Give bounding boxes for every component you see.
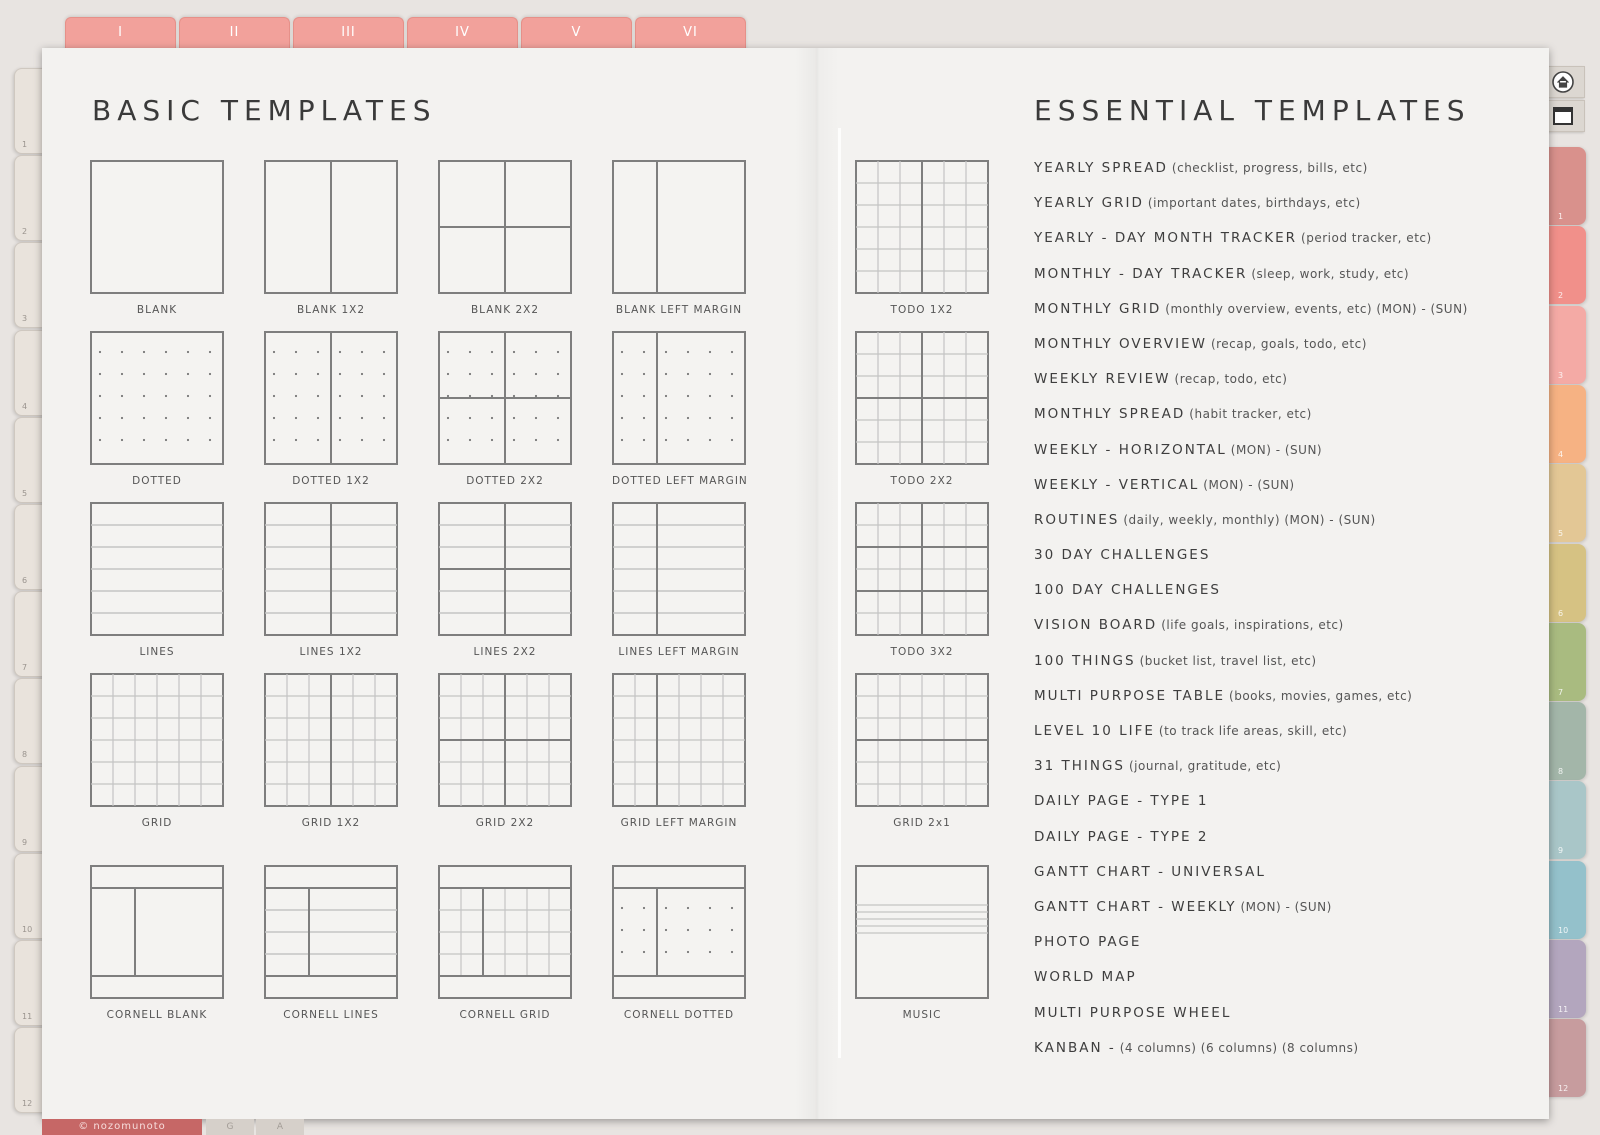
essential-item[interactable] [1034,931,1468,966]
template-label: CORNELL DOTTED [623,1009,735,1021]
template-thumbnail [90,865,224,999]
top-tab-5[interactable]: V [521,17,632,52]
left-tab-label: 7 [22,663,28,673]
template-thumbnail [90,160,224,294]
template-thumbnail [438,502,572,636]
right-tab-label: 9 [1558,846,1564,856]
template-thumbnail [612,331,746,465]
essential-item[interactable] [1034,720,1468,755]
template-blank-2x2[interactable] [438,160,572,316]
left-tab-label: 12 [22,1099,33,1109]
essential-item-detail: (period tracker, etc) [1301,231,1432,246]
right-tab-label: 10 [1558,925,1569,935]
right-tab-label: 5 [1558,529,1564,539]
template-label: CORNELL LINES [283,1009,379,1021]
essential-item-name: 30 DAY CHALLENGES [1034,547,1211,564]
brand-footer: © nozomunoto [42,1119,202,1135]
template-label: DOTTED 2X2 [466,475,544,487]
template-label: GRID 2X2 [475,817,535,829]
essential-item-detail: (books, movies, games, etc) [1229,688,1413,703]
template-thumbnail [264,865,398,999]
essential-item-detail: (MON) - (SUN) [1203,477,1295,492]
template-label: DOTTED LEFT MARGIN [612,475,748,487]
essential-item-name: YEARLY - DAY MONTH TRACKER [1034,230,1298,247]
essential-item-detail: (monthly overview, events, etc) (MON) - (SUN) [1165,301,1468,316]
left-tab-label: 4 [22,401,28,411]
template-dotted-2x2[interactable] [438,331,572,487]
template-label: DOTTED 1X2 [292,475,370,487]
essential-item-name: KANBAN - [1034,1039,1116,1056]
essential-item[interactable] [1034,1002,1468,1037]
template-thumbnail [855,673,989,807]
left-tab-label: 10 [22,924,33,934]
right-tab-label: 11 [1558,1005,1569,1014]
essential-item-detail: (journal, gratitude, etc) [1128,759,1282,774]
essential-item[interactable] [1034,333,1468,368]
essential-item-name: 100 THINGS [1034,652,1136,669]
essential-item[interactable] [1034,439,1468,474]
template-thumbnail [612,160,746,294]
template-label: GRID LEFT MARGIN [620,817,738,829]
essential-item[interactable] [1034,544,1468,579]
essential-item[interactable] [1034,896,1468,931]
essential-item-detail: (sleep, work, study, etc) [1251,266,1410,281]
template-dotted-1x2[interactable] [264,331,398,487]
template-cornell-grid[interactable] [438,865,572,1021]
template-label: DOTTED [132,475,182,487]
essential-item[interactable] [1034,263,1468,298]
left-tab-label: 2 [22,227,28,237]
template-label: BLANK LEFT MARGIN [615,304,743,316]
essential-item-name: 100 DAY CHALLENGES [1034,582,1221,599]
essential-item-name: GANTT CHART - WEEKLY [1034,898,1237,915]
template-label: GRID [141,817,173,829]
template-label: CORNELL BLANK [106,1009,208,1021]
planner-page [42,48,1549,1119]
essential-item-detail: (recap, todo, etc) [1174,372,1288,387]
essential-item-name: WEEKLY REVIEW [1034,371,1171,388]
essential-item-name: WEEKLY - HORIZONTAL [1034,441,1227,458]
template-label: TODO 3X2 [890,646,954,658]
template-label: LINES LEFT MARGIN [618,646,740,658]
template-label: MUSIC [902,1009,942,1021]
right-tab-label: 8 [1558,767,1564,777]
template-label: BLANK 1X2 [296,304,366,316]
template-label: BLANK 2X2 [470,304,540,316]
template-label: GRID 2x1 [893,817,951,829]
template-thumbnail [612,865,746,999]
template-lines[interactable] [90,502,224,658]
essential-item-name: DAILY PAGE - TYPE 1 [1034,793,1209,810]
template-dotted-left-margin[interactable] [612,331,746,487]
template-cornell-blank[interactable] [90,865,224,1021]
essential-item-detail: (to track life areas, skill, etc) [1158,724,1348,738]
template-label: TODO 2X2 [890,475,954,487]
right-tab-label: 7 [1558,687,1564,697]
template-music[interactable] [855,865,989,1021]
essential-item[interactable] [1034,403,1468,438]
essential-item-name: MONTHLY OVERVIEW [1034,335,1207,352]
template-dotted[interactable] [90,331,224,487]
template-thumbnail [855,865,989,999]
template-thumbnail [855,502,989,636]
template-thumbnail [90,502,224,636]
spine-highlight [838,128,841,1058]
template-grid-2x1[interactable] [855,673,989,829]
essential-item[interactable] [1034,509,1468,544]
essential-item-name: 31 THINGS [1034,758,1125,775]
essential-item-detail: (4 columns) (6 columns) (8 columns) [1119,1040,1359,1055]
essential-item-name: WORLD MAP [1034,969,1137,986]
template-thumbnail [438,673,572,807]
essential-item-detail: (MON) - (SUN) [1230,442,1323,457]
top-tab-3[interactable]: III [293,17,404,52]
template-thumbnail [438,865,572,999]
essential-templates-title: ESSENTIAL TEMPLATES [1034,94,1471,127]
essential-item-detail: (important dates, birthdays, etc) [1147,196,1361,211]
left-tab-label: 1 [22,140,28,149]
template-todo-3x2[interactable] [855,502,989,658]
essential-item[interactable] [1034,685,1468,720]
essential-item-detail: (recap, goals, todo, etc) [1210,336,1367,351]
footer-tab-a[interactable]: A [256,1119,304,1135]
essential-item[interactable] [1034,157,1468,192]
essential-item[interactable] [1034,790,1468,825]
template-thumbnail [90,673,224,807]
template-lines-2x2[interactable] [438,502,572,658]
essential-item-name: MULTI PURPOSE TABLE [1034,687,1226,704]
template-cornell-dotted[interactable] [612,865,746,1021]
essential-item-name: YEARLY GRID [1034,195,1144,212]
template-thumbnail [438,160,572,294]
window-icon [1552,106,1574,126]
essential-item[interactable] [1034,614,1468,649]
essential-item[interactable] [1034,1037,1468,1072]
right-tab-label: 1 [1558,212,1564,221]
left-tab-label: 11 [22,1012,33,1021]
template-grid-1x2[interactable] [264,673,398,829]
essential-item[interactable] [1034,298,1468,333]
top-tab-1[interactable]: I [65,17,176,52]
essential-item-detail: (life goals, inspirations, etc) [1161,618,1344,633]
essential-item-detail: (daily, weekly, monthly) (MON) - (SUN) [1123,512,1376,527]
template-grid-2x2[interactable] [438,673,572,829]
right-tab-label: 12 [1558,1084,1569,1094]
essential-item-name: MULTI PURPOSE WHEEL [1034,1004,1232,1021]
essential-item-detail: (habit tracker, etc) [1189,407,1312,422]
essential-item[interactable] [1034,650,1468,685]
essential-item-name: MONTHLY GRID [1034,300,1162,317]
essential-item-name: YEARLY SPREAD [1034,160,1168,176]
template-blank-1x2[interactable] [264,160,398,316]
template-thumbnail [612,673,746,807]
essential-template-list [1034,157,1468,1072]
top-tab-6[interactable]: VI [635,17,746,52]
right-tab-label: 4 [1558,449,1564,459]
template-label: TODO 1X2 [890,304,954,316]
essential-item[interactable] [1034,368,1468,403]
essential-item-name: VISION BOARD [1034,617,1158,634]
left-tab-label: 6 [22,576,28,585]
template-thumbnail [264,502,398,636]
home-icon [1552,71,1574,93]
template-label: LINES [139,646,175,658]
template-thumbnail [90,331,224,465]
template-grid[interactable] [90,673,224,829]
left-tab-label: 8 [22,750,28,760]
essential-item[interactable] [1034,579,1468,614]
left-tab-label: 9 [22,837,28,847]
essential-item-name: MONTHLY SPREAD [1034,406,1186,423]
footer-tab-g[interactable]: G [206,1119,254,1135]
essential-item-name: LEVEL 10 LIFE [1034,723,1155,739]
essential-item-name: GANTT CHART - UNIVERSAL [1034,863,1266,880]
basic-templates-title: BASIC TEMPLATES [92,94,437,127]
top-tab-4[interactable]: IV [407,17,518,52]
template-thumbnail [612,502,746,636]
essential-item-detail: (MON) - (SUN) [1240,899,1332,914]
template-label: LINES 1X2 [299,646,363,658]
right-tab-label: 6 [1558,608,1564,618]
essential-item-name: PHOTO PAGE [1034,934,1142,951]
left-tab-label: 5 [22,488,28,498]
essential-item-detail: (checklist, progress, bills, etc) [1171,161,1368,175]
essential-item[interactable] [1034,861,1468,896]
template-lines-left-margin[interactable] [612,502,746,658]
template-thumbnail [438,331,572,465]
template-lines-1x2[interactable] [264,502,398,658]
essential-item[interactable] [1034,755,1468,790]
left-tab-label: 3 [22,314,28,324]
template-label: GRID 1X2 [301,817,361,829]
template-thumbnail [264,331,398,465]
template-thumbnail [855,160,989,294]
essential-item-name: MONTHLY - DAY TRACKER [1034,265,1248,282]
essential-item[interactable] [1034,474,1468,509]
top-tab-2[interactable]: II [179,17,290,52]
template-label: BLANK [136,304,178,316]
page-spine [795,48,839,1119]
template-thumbnail [264,673,398,807]
template-cornell-lines[interactable] [264,865,398,1021]
template-blank-left-margin[interactable] [612,160,746,316]
template-todo-1x2[interactable] [855,160,989,316]
right-tab-label: 2 [1558,291,1564,301]
essential-item-detail: (bucket list, travel list, etc) [1139,653,1317,668]
essential-item[interactable] [1034,192,1468,227]
template-label: LINES 2X2 [473,646,537,658]
essential-item[interactable] [1034,826,1468,861]
template-blank[interactable] [90,160,224,316]
essential-item[interactable] [1034,966,1468,1001]
essential-item-name: ROUTINES [1034,511,1120,528]
essential-item[interactable] [1034,227,1468,262]
template-thumbnail [855,331,989,465]
essential-item-name: DAILY PAGE - TYPE 2 [1034,828,1209,845]
template-grid-left-margin[interactable] [612,673,746,829]
template-todo-2x2[interactable] [855,331,989,487]
essential-item-name: WEEKLY - VERTICAL [1034,476,1200,493]
template-label: CORNELL GRID [459,1009,551,1021]
template-thumbnail [264,160,398,294]
right-tab-label: 3 [1558,370,1564,380]
